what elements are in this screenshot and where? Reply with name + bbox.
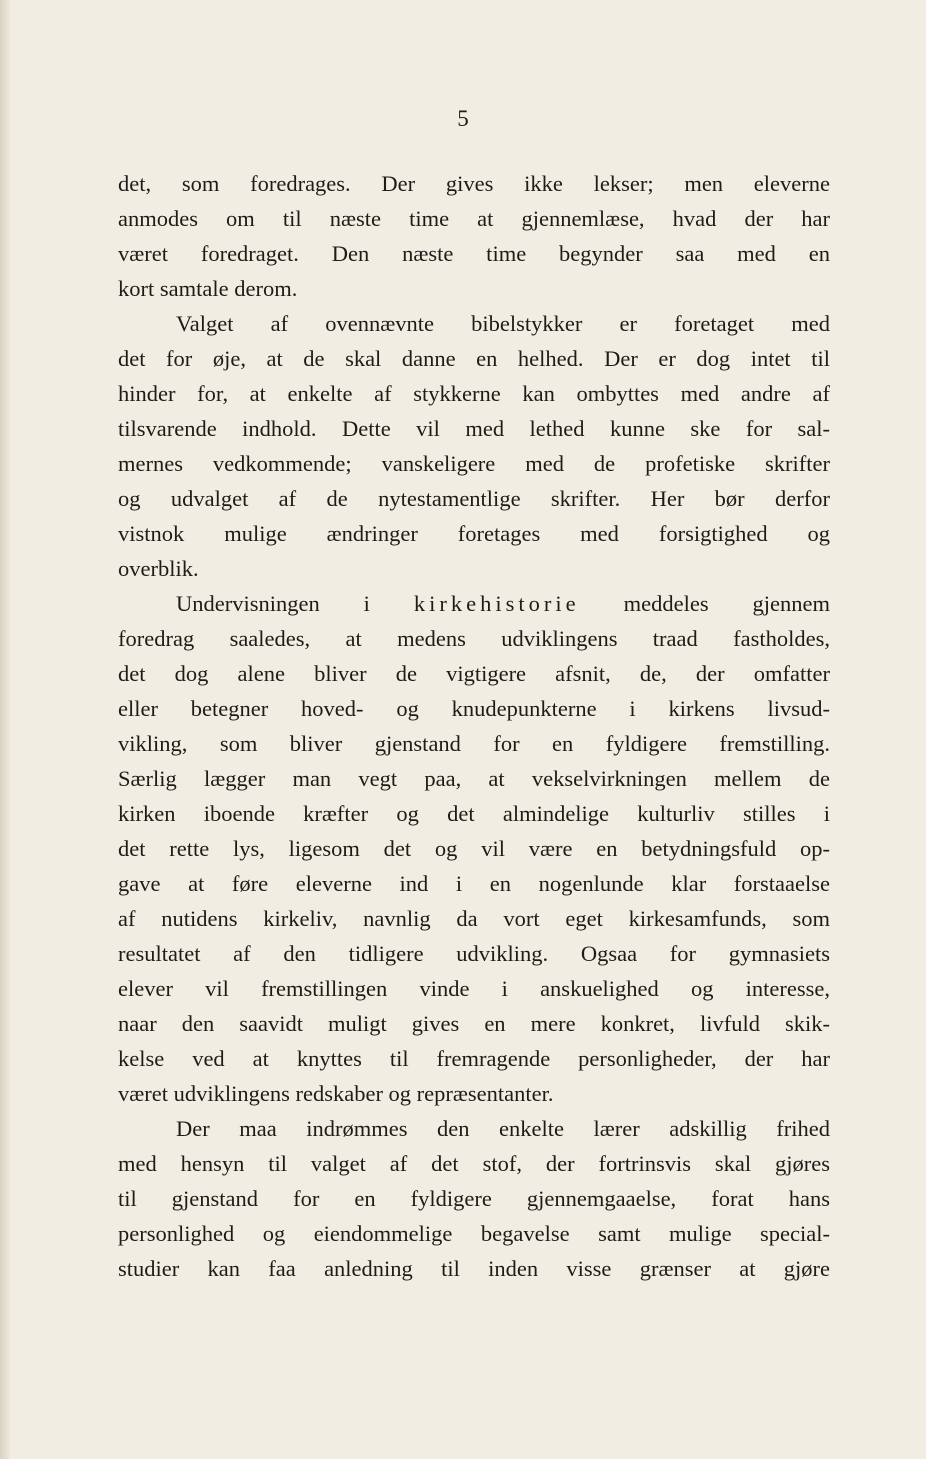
text-line: overblik. [118,556,199,581]
text-line: været foredraget. Den næste time begynder saa med en [118,241,830,266]
text-line: hinder for, at enkelte af stykkerne kan ombyttes med andre af [118,381,830,406]
text-line: det for øje, at de skal danne en helhed. Der er dog intet til [118,346,830,371]
page-number: 5 [457,106,469,131]
text-line: eller betegner hoved- og knudepunkterne i kirkens livsud- [118,696,830,721]
text-line: kirken iboende kræfter og det almindelige kulturliv stilles i [118,801,830,826]
text-line: resultatet af den tidligere udvikling. Ogsaa for gymnasiets [118,941,830,966]
text-line: af nutidens kirkeliv, navnlig da vort eget kirkesamfunds, som [118,906,830,931]
text-line: det dog alene bliver de vigtigere afsnit, de, der omfatter [118,661,830,686]
text-line: og udvalget af de nytestamentlige skrifter. Her bør derfor [118,486,830,511]
text-line: det rette lys, ligesom det og vil være en betydningsfuld op- [118,836,830,861]
text-line: elever vil fremstillingen vinde i anskuelighed og interesse, [118,976,830,1001]
text-line: studier kan faa anledning til inden visse grænser at gjøre [118,1256,830,1281]
text-line: Der maa indrømmes den enkelte lærer adskillig frihed [176,1116,830,1141]
text-run: Undervisningen i [176,591,370,616]
text-line: været udviklingens redskaber og repræsentanter. [118,1081,554,1106]
paragraph-3 [118,586,830,1111]
emphasized-term: kirkehistorie [413,591,580,616]
text-line: anmodes om til næste time at gjennemlæse, hvad der har [118,206,830,231]
text-run: meddeles gjennem [623,591,831,616]
text-line: tilsvarende indhold. Dette vil med lethed kunne ske for sal- [118,416,830,441]
text-line: gave at føre eleverne ind i en nogenlunde klar forstaaelse [118,871,830,896]
text-line: Valget af ovennævnte bibelstykker er foretaget med [176,311,830,336]
text-line: vikling, som bliver gjenstand for en fyldigere fremstilling. [118,731,830,756]
text-line: naar den saavidt muligt gives en mere konkret, livfuld skik- [118,1011,830,1036]
text-line [118,586,830,621]
text-line: vistnok mulige ændringer foretages med forsigtighed og [118,521,830,546]
paragraph-1 [118,166,830,306]
page-gutter-edge [0,0,10,1459]
text-line: til gjenstand for en fyldigere gjennemgaaelse, forat hans [118,1186,830,1211]
text-line: mernes vedkommende; vanskeligere med de profetiske skrifter [118,451,830,476]
text-line: personlighed og eiendommelige begavelse samt mulige special- [118,1221,830,1246]
paragraph-2 [118,306,830,586]
text-line: med hensyn til valget af det stof, der fortrinsvis skal gjøres [118,1151,830,1176]
text-line: Særlig lægger man vegt paa, at vekselvirkningen mellem de [118,766,830,791]
text-line: kelse ved at knyttes til fremragende personligheder, der har [118,1046,830,1071]
text-line: foredrag saaledes, at medens udviklingens traad fastholdes, [118,626,830,651]
body-text [118,166,830,1286]
paragraph-4 [118,1111,830,1286]
text-line: det, som foredrages. Der gives ikke lekser; men eleverne [118,171,830,196]
text-line: kort samtale derom. [118,276,298,301]
